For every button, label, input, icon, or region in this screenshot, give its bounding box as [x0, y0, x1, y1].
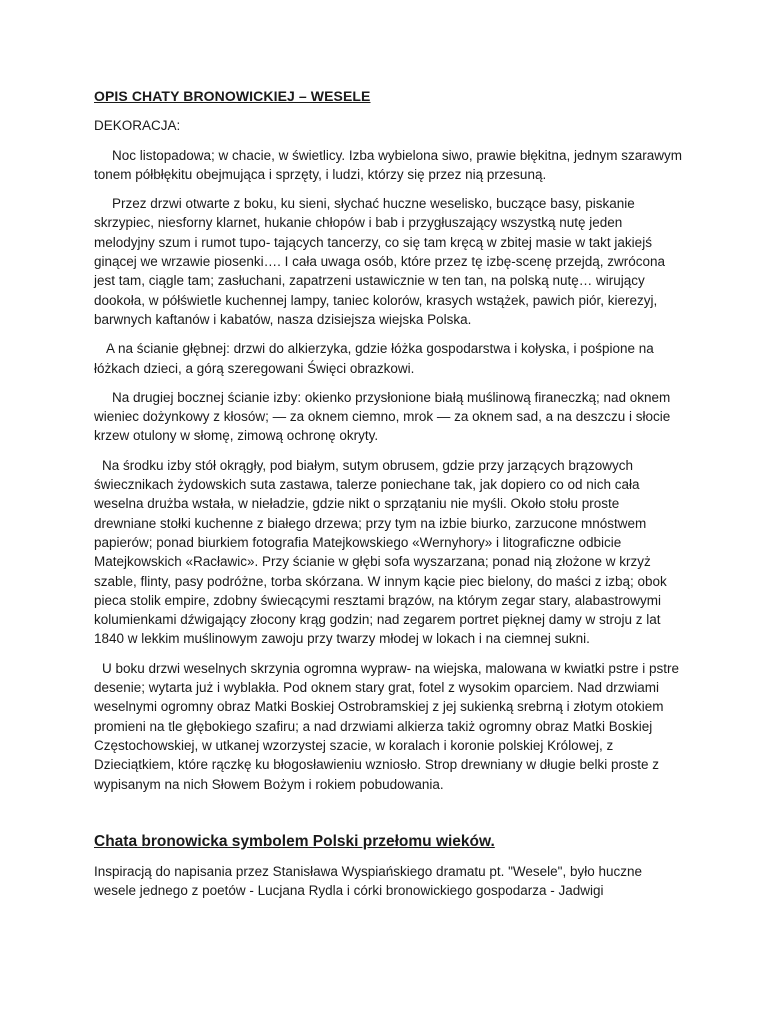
section-heading: Chata bronowicka symbolem Polski przełomu wieków.: [94, 832, 495, 850]
document-body: [94, 87, 684, 901]
paragraph: U boku drzwi weselnych skrzynia ogromna wypraw- na wiejska, malowana w kwiatki pstre i pstre desenie; wytarta już i wyblakła. Pod oknem stary grat, fotel z wysokim oparciem. Nad drzwiami weselnymi ogromny obraz Matki Boskiej Ostrobramskiej z jej sukienką srebrną i złotym otokiem promieni na tle głębokiego szafiru; a nad drzwiami alkierza takiż ogromny obraz Matki Boskiej Częstochowskiej, w utkanej wzorzystej szacie, w koralach i koronie polskiej Królowej, z Dzieciątkiem, które rączkę ku błogosławieniu wzniosło. Strop drewniany w długie belki proste z wypisanym na nich Słowem Bożym i rokiem pobudowania.: [94, 660, 679, 792]
intro-paragraph: Inspiracją do napisania przez Stanisława Wyspiańskiego dramatu pt. "Wesele", było huczne wesele jednego z poetów - Lucjana Rydla i córki bronowickiego gospodarza - Jadwigi: [94, 864, 643, 899]
document-title: OPIS CHATY BRONOWICKIEJ – WESELE: [94, 88, 371, 104]
paragraph: A na ścianie głębnej: drzwi do alkierzyka, gdzie łóżka gospodarstwa i kołyska, i pośpione na łóżkach dzieci, a górą szeregowani Święci obrazkowi.: [94, 341, 654, 376]
paragraph: Przez drzwi otwarte z boku, ku sieni, słychać huczne weselisko, buczące basy, piskanie skrzypiec, niesforny klarnet, hukanie chłopów i bab i przygłuszający wszystką nutę jeden melodyjny szum i rumot tupo- tających tancerzy, co się tam kręcą w zbitej masie w takt jakiejś ginącej we wrzawie piosenki…. I cała uwaga osób, które przez tę izbę-scenę przejdą, zwrócona jest tam, ciągle tam; zasłuchani, zapatrzeni ustawicznie w ten tan, na polską nutę… wirujący dookoła, w półświetle kuchennej lampy, taniec kolorów, krasych wstążek, pawich piór, kierezyj, barwnych kaftanów i kabatów, nasza dzisiejsza wiejska Polska.: [94, 196, 666, 327]
paragraph: Na środku izby stół okrągły, pod białym, sutym obrusem, gdzie przy jarzących brązowych świecznikach żydowskich suta zastawa, talerze poniechane tak, jak dopiero co od nich cała weselna drużba wstała, w nieładzie, gdzie nikt o sprzątaniu nie myśli. Około stołu proste drewniane stołki kuchenne z białego drzewa; przy tym na izbie biurko, zarzucone mnóstwem papierów; ponad biurkiem fotografia Matejkowskiego «Wernyhory» i litograficzne odbicie Matejkowskich «Racławic». Przy ścianie w głębi sofa wyszarzana; ponad nią złożone w krzyż szable, flinty, pasy podróżne, torba skórzana. W innym kącie piec bielony, do maści z izbą; obok pieca stolik empire, zdobny świecącymi resztami brązów, na którym zegar stary, alabastrowymi kolumienkami dźwigający złocony krąg godzin; nad zegarem portret pięknej damy w stroju z lat 1840 w lekkim muślinowym zawoju przy twarzy młodej w lokach i na ciemnej sukni.: [94, 457, 667, 647]
section-label-decoration: DEKORACJA:: [94, 118, 181, 134]
paragraph: Noc listopadowa; w chacie, w świetlicy. Izba wybielona siwo, prawie błękitna, jednym szarawym tonem półbłękitu obejmująca i sprzęty, i ludzi, którzy się przez nią przesuną.: [94, 147, 682, 182]
paragraph: Na drugiej bocznej ścianie izby: okienko przysłonione białą muślinową firaneczką; nad oknem wieniec dożynkowy z kłosów; — za oknem ciemno, mrok — za oknem sad, a na deszczu i słocie krzew otulony w słomę, zimową ochronę okryty.: [94, 389, 671, 444]
